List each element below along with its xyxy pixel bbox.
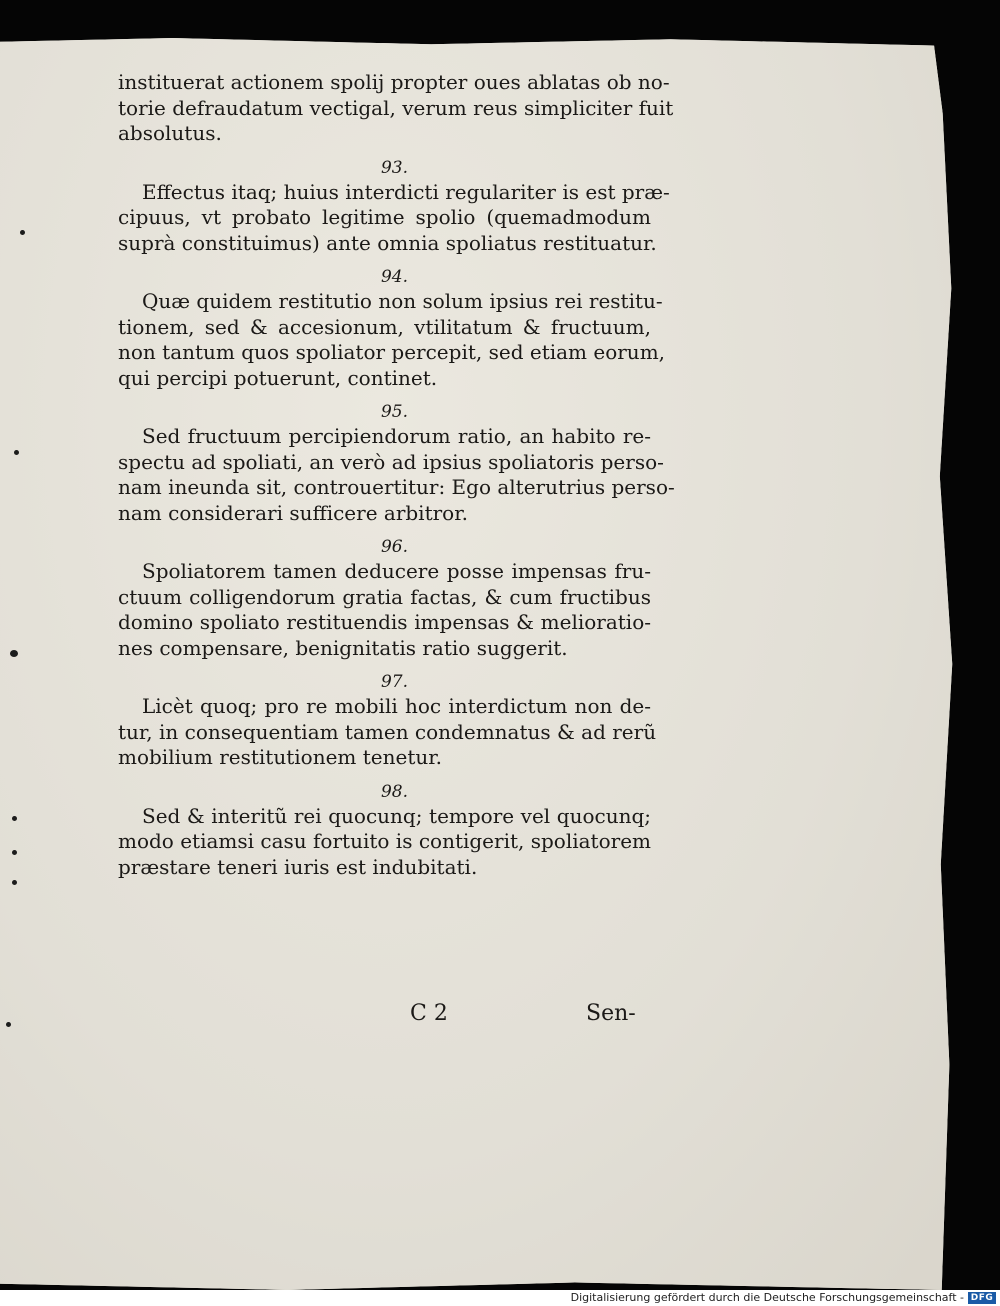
- paragraph-number: 93.: [380, 157, 409, 178]
- margin-speck: [20, 230, 25, 235]
- body-text: [118, 70, 675, 880]
- paragraph: [118, 694, 657, 771]
- margin-speck: [12, 850, 17, 855]
- margin-speck: [6, 1022, 11, 1027]
- catchword: Sen-: [586, 1001, 636, 1026]
- text-line: torie defraudatum vectigal, verum reus simpliciter fuit: [118, 95, 674, 120]
- text-line: modo etiamsi casu fortuito is contigerit, spoliatorem: [118, 829, 651, 853]
- text-line: Sed fructuum percipiendorum ratio, an habito re-: [142, 424, 651, 448]
- text-line: præstare teneri iuris est indubitati.: [118, 854, 478, 879]
- text-line: qui percipi potuerunt, continet.: [118, 365, 438, 390]
- text-line: nam considerari sufficere arbitror.: [118, 500, 468, 525]
- text-line: Sed & interitũ rei quocunq; tempore vel quocunq;: [142, 803, 651, 828]
- paragraph: [118, 179, 670, 257]
- text-line: tur, in consequentiam tamen condemnatus & ad rerũ: [118, 719, 657, 744]
- paragraph: [118, 424, 675, 526]
- text-line: nes compensare, benignitatis ratio suggerit.: [118, 635, 568, 660]
- margin-speck: [10, 650, 18, 657]
- paragraph: [118, 289, 666, 391]
- funding-note: Digitalisierung gefördert durch die Deutsche Forschungsgemeinschaft -: [570, 1291, 964, 1304]
- text-line: Effectus itaq; huius interdicti regulariter is est præ-: [142, 179, 670, 204]
- text-line: Licèt quoq; pro re mobili hoc interdictum non de-: [142, 694, 651, 718]
- text-line: Quæ quidem restitutio non solum ipsius rei restitu-: [142, 289, 663, 313]
- paragraph-number: 94.: [380, 267, 409, 287]
- text-line: nam ineunda sit, controuertitur: Ego alterutrius perso-: [118, 475, 675, 499]
- paragraph-number: 97.: [380, 672, 409, 692]
- paragraph: [118, 70, 674, 147]
- margin-speck: [12, 816, 17, 821]
- text-line: suprà constituimus) ante omnia spoliatus restituatur.: [118, 230, 657, 255]
- paragraph: [118, 559, 651, 661]
- dfg-logo-icon: DFG: [968, 1292, 996, 1304]
- margin-speck: [12, 880, 17, 885]
- signature-mark: C 2: [410, 1001, 448, 1026]
- text-line: ctuum colligendorum gratia factas, & cum fructibus: [118, 584, 651, 609]
- text-line: cipuus, vt probato legitime spolio (quemadmodum: [118, 205, 651, 229]
- paragraph-number: 98.: [380, 781, 409, 802]
- text-line: spectu ad spoliati, an verò ad ipsius spoliatoris perso-: [118, 449, 664, 474]
- text-line: Spoliatorem tamen deducere posse impensas fru-: [142, 559, 651, 583]
- paragraph-number: 96.: [380, 537, 409, 557]
- text-line: instituerat actionem spolij propter oues ablatas ob no-: [118, 70, 670, 94]
- text-line: mobilium restitutionem tenetur.: [118, 745, 442, 769]
- digitization-footer: [0, 1290, 1000, 1306]
- text-line: non tantum quos spoliator percepit, sed etiam eorum,: [118, 340, 666, 364]
- text-line: domino spoliato restituendis impensas & melioratio-: [118, 610, 651, 634]
- margin-speck: [14, 450, 19, 455]
- paragraph-number: 95.: [380, 402, 409, 422]
- page-footer-line: [0, 1001, 1000, 1031]
- text-line: absolutus.: [118, 121, 222, 145]
- paragraph: [118, 804, 651, 881]
- text-line: tionem, sed & accesionum, vtilitatum & fructuum,: [118, 314, 651, 339]
